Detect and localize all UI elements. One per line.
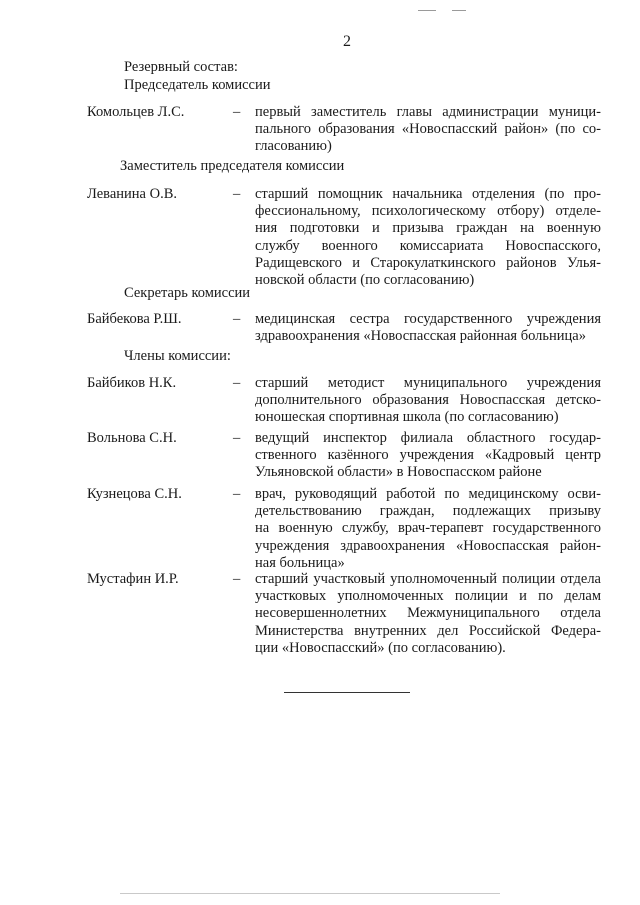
entry-description [255, 186, 601, 289]
scan-speck [418, 10, 436, 11]
description-line: участковых уполномоченных полиции и по делам [255, 588, 601, 605]
entry-description [255, 430, 601, 482]
description-line: Министерства внутренних дел Российской Федера- [255, 622, 601, 639]
description-line: ния подготовки и призыва граждан на военную [255, 220, 601, 237]
entry-name: Кузнецова С.Н. [87, 486, 182, 502]
description-line: фессиональному, психологическому отбору) отделе- [255, 203, 601, 220]
entry-name: Байбекова Р.Ш. [87, 311, 182, 327]
heading-members: Члены комиссии: [124, 348, 231, 364]
description-line: врач, руководящий работой по медицинскому осви- [255, 486, 601, 502]
description-line: пального образования «Новоспасский район» (по со- [255, 121, 601, 138]
description-line: Ульяновской области» в Новоспасском районе [255, 464, 542, 481]
entry-dash: – [233, 375, 241, 391]
end-rule [284, 692, 410, 693]
description-line: здравоохранения «Новоспасская районная больница» [255, 328, 586, 345]
description-line: несовершеннолетних Межмуниципального отдела [255, 605, 601, 622]
entry-name: Мустафин И.Р. [87, 571, 179, 587]
description-line: детельствованию граждан, подлежащих призыву [255, 503, 601, 520]
entry-name: Комольцев Л.С. [87, 104, 185, 120]
description-line: первый заместитель главы администрации муници- [255, 104, 601, 120]
entry-name: Вольнова С.Н. [87, 430, 177, 446]
description-line: ведущий инспектор филиала областного государ- [255, 430, 601, 446]
description-line: дополнительного образования Новоспасская детско- [255, 392, 601, 409]
entry-description [255, 311, 601, 345]
description-line: старший помощник начальника отделения (по про- [255, 186, 601, 202]
heading-chairman: Председатель комиссии [124, 77, 271, 93]
description-line: новской области (по согласованию) [255, 272, 475, 289]
description-line: ции «Новоспасский» (по согласованию). [255, 639, 506, 656]
scan-speck [452, 10, 466, 11]
entry-name: Леванина О.В. [87, 186, 177, 202]
page-number: 2 [343, 33, 351, 50]
heading-secretary: Секретарь комиссии [124, 285, 251, 301]
description-line: старший участковый уполномоченный полиции отдела [255, 571, 601, 587]
entry-dash: – [233, 486, 241, 502]
entry-description [255, 571, 601, 657]
description-line: ственного казённого учреждения «Кадровый центр [255, 447, 601, 464]
entry-name: Байбиков Н.К. [87, 375, 177, 391]
description-line: учреждения здравоохранения «Новоспасская район- [255, 537, 601, 554]
description-line: ная больница» [255, 554, 345, 571]
heading-reserve: Резервный состав: [124, 59, 238, 75]
description-line: Радищевского и Старокулаткинского районов Улья- [255, 254, 601, 271]
entry-dash: – [233, 104, 241, 120]
description-line: старший методист муниципального учреждения [255, 375, 601, 391]
entry-dash: – [233, 571, 241, 587]
entry-description [255, 486, 601, 572]
entry-dash: – [233, 186, 241, 202]
description-line: на военную службу, врач-терапевт государственного [255, 520, 601, 537]
entry-dash: – [233, 311, 241, 327]
description-line: медицинская сестра государственного учреждения [255, 311, 601, 327]
entry-dash: – [233, 430, 241, 446]
scan-speck [120, 893, 500, 894]
entry-description [255, 375, 601, 427]
description-line: юношеская спортивная школа (по согласованию) [255, 409, 559, 426]
description-line: службу военного комиссариата Новоспасского, [255, 237, 601, 254]
heading-deputy: Заместитель председателя комиссии [120, 158, 345, 174]
entry-description [255, 104, 601, 156]
description-line: гласованию) [255, 138, 332, 155]
